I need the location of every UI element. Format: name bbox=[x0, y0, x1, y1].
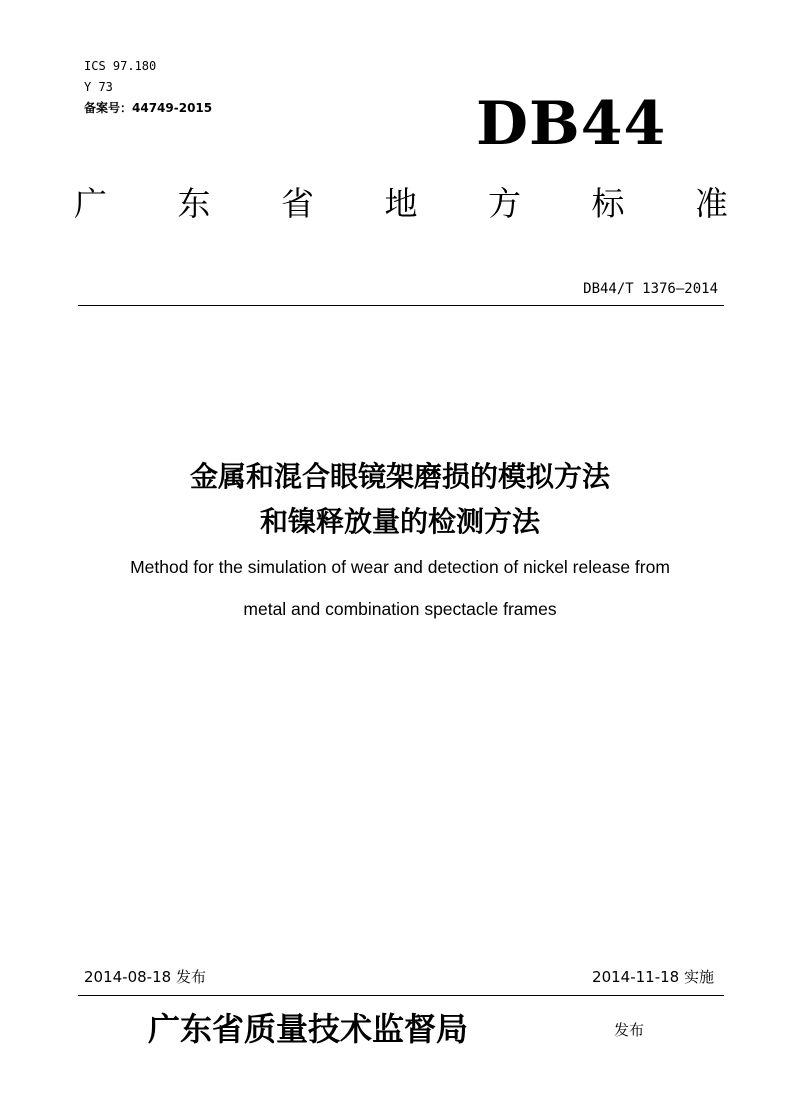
standard-type-char: 标 bbox=[591, 184, 625, 223]
standard-type bbox=[74, 182, 728, 226]
title-english-line-2: metal and combination spectacle frames bbox=[243, 599, 557, 619]
issuer-suffix: 发布 bbox=[614, 1021, 645, 1039]
standard-type-char: 东 bbox=[177, 184, 211, 223]
title-english-line-1: Method for the simulation of wear and detection of nickel release from bbox=[130, 557, 670, 577]
classification-code: Y 73 bbox=[84, 80, 113, 94]
record-number: 备案号：44749-2015 bbox=[84, 101, 213, 115]
standard-type-char: 省 bbox=[281, 184, 314, 223]
title-chinese-line-2: 和镍释放量的检测方法 bbox=[259, 505, 540, 538]
title-chinese-line-1: 金属和混合眼镜架磨损的模拟方法 bbox=[189, 460, 610, 493]
standard-type-char: 广 bbox=[74, 184, 107, 223]
standard-type-char: 方 bbox=[488, 184, 521, 223]
standard-number: DB44/T 1376—2014 bbox=[583, 281, 718, 297]
standard-type-char: 地 bbox=[384, 184, 418, 223]
top-divider bbox=[78, 305, 724, 306]
implementation-date: 2014-11-18 实施 bbox=[592, 968, 714, 986]
standard-type-char: 准 bbox=[695, 184, 728, 223]
issuer-name: 广东省质量技术监督局 bbox=[148, 1010, 469, 1048]
ics-code: ICS 97.180 bbox=[84, 59, 157, 73]
issue-date: 2014-08-18 发布 bbox=[84, 968, 206, 986]
bottom-divider bbox=[78, 995, 724, 996]
db-logo: DB44 bbox=[476, 89, 667, 159]
